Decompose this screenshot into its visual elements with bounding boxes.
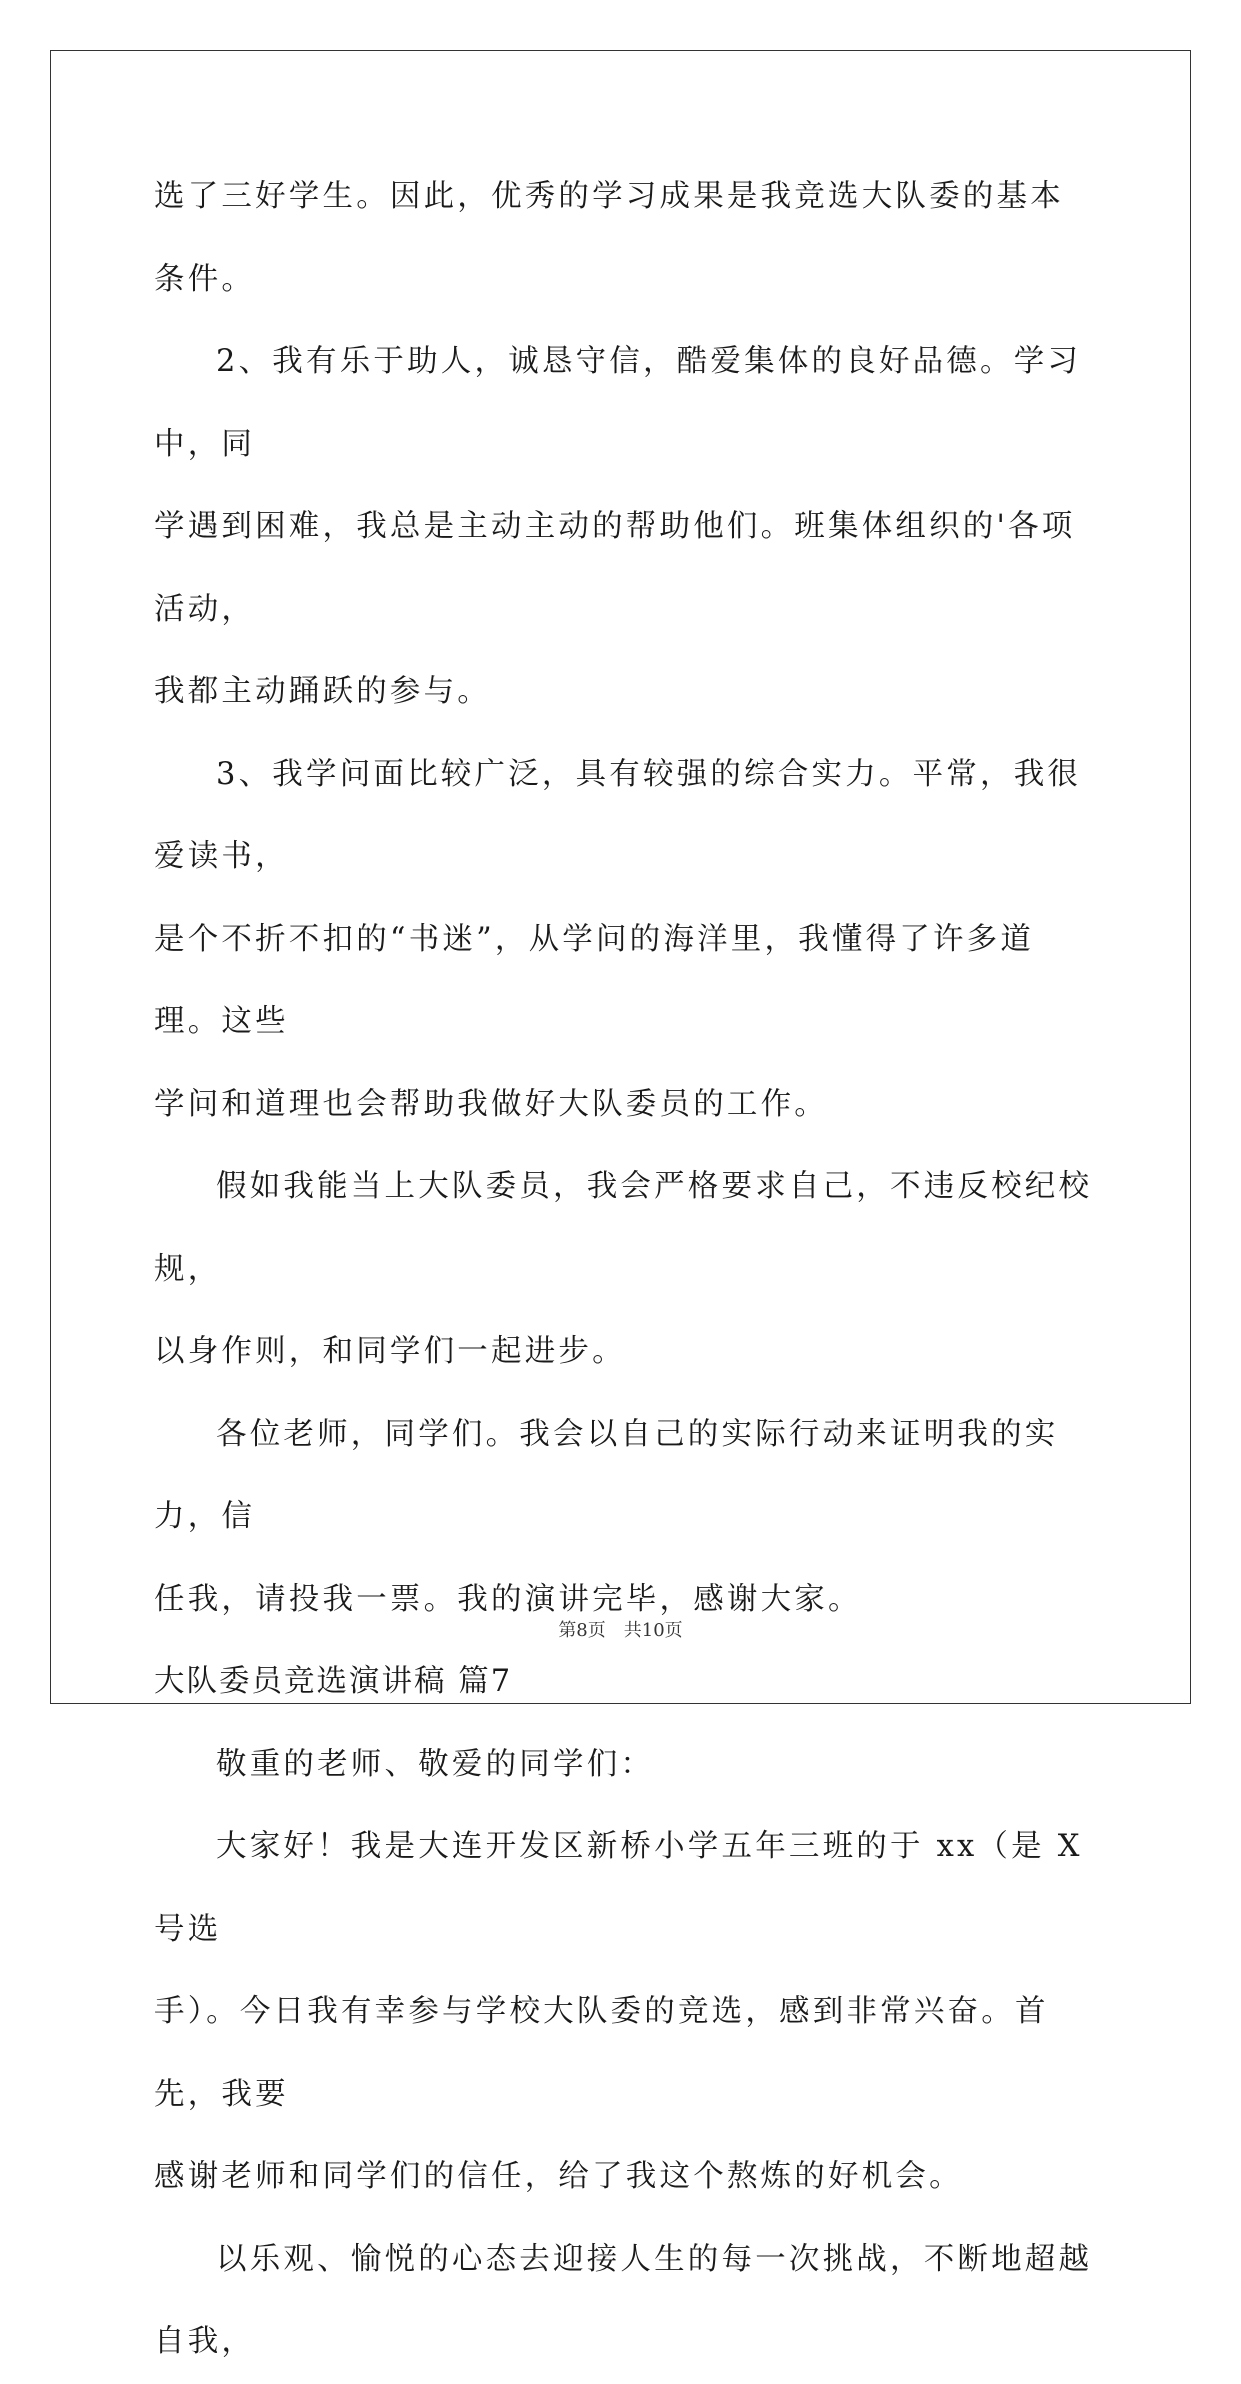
text-line: 以身作则，和同学们一起进步。	[154, 1334, 626, 1369]
text-line: 敬重的老师、敬爱的同学们：	[216, 1746, 655, 1782]
text-line: 以乐观、愉悦的心态去迎接人生的每一次挑战，不断地超越自我，	[154, 2241, 1093, 2359]
page-number-footer: 第8页 共10页	[558, 1620, 683, 1641]
text-line: 感谢老师和同学们的信任，给了我这个熬炼的好机会。	[154, 2159, 963, 2194]
text-line: 假如我能当上大队委员，我会严格要求自己，不违反校纪校规，	[154, 1169, 1093, 1287]
text-line: 我都主动踊跃的参与。	[154, 674, 491, 709]
text-line: 各位老师，同学们。我会以自己的实际行动来证明我的实力，信	[154, 1416, 1059, 1534]
text-line: 任我，请投我一票。我的演讲完毕，感谢大家。	[154, 1581, 862, 1617]
text-line: 大家好！我是大连开发区新桥小学五年三班的于 xx（是 X 号选	[154, 1829, 1096, 1947]
text-line: 选了三好学生。因此，优秀的学习成果是我竞选大队委的基本条件。	[154, 179, 1064, 297]
text-line: 2、我有乐于助人，诚恳守信，酷爱集体的良好品德。学习中，同	[154, 344, 1082, 462]
text-line: 3、我学问面比较广泛，具有较强的综合实力。平常，我很爱读书，	[154, 756, 1082, 874]
text-line: 是个不折不扣的“书迷”，从学问的海洋里，我懂得了许多道理。这些	[154, 921, 1035, 1039]
document-body	[154, 156, 1094, 2384]
text-line: 学遇到困难，我总是主动主动的帮助他们。班集体组织的'各项活动，	[154, 509, 1076, 627]
text-line: 学问和道理也会帮助我做好大队委员的工作。	[154, 1086, 828, 1122]
section-heading: 大队委员竞选演讲稿 篇7	[154, 1664, 513, 1699]
text-line: 手）。今日我有幸参与学校大队委的竞选，感到非常兴奋。首先，我要	[154, 1994, 1049, 2112]
